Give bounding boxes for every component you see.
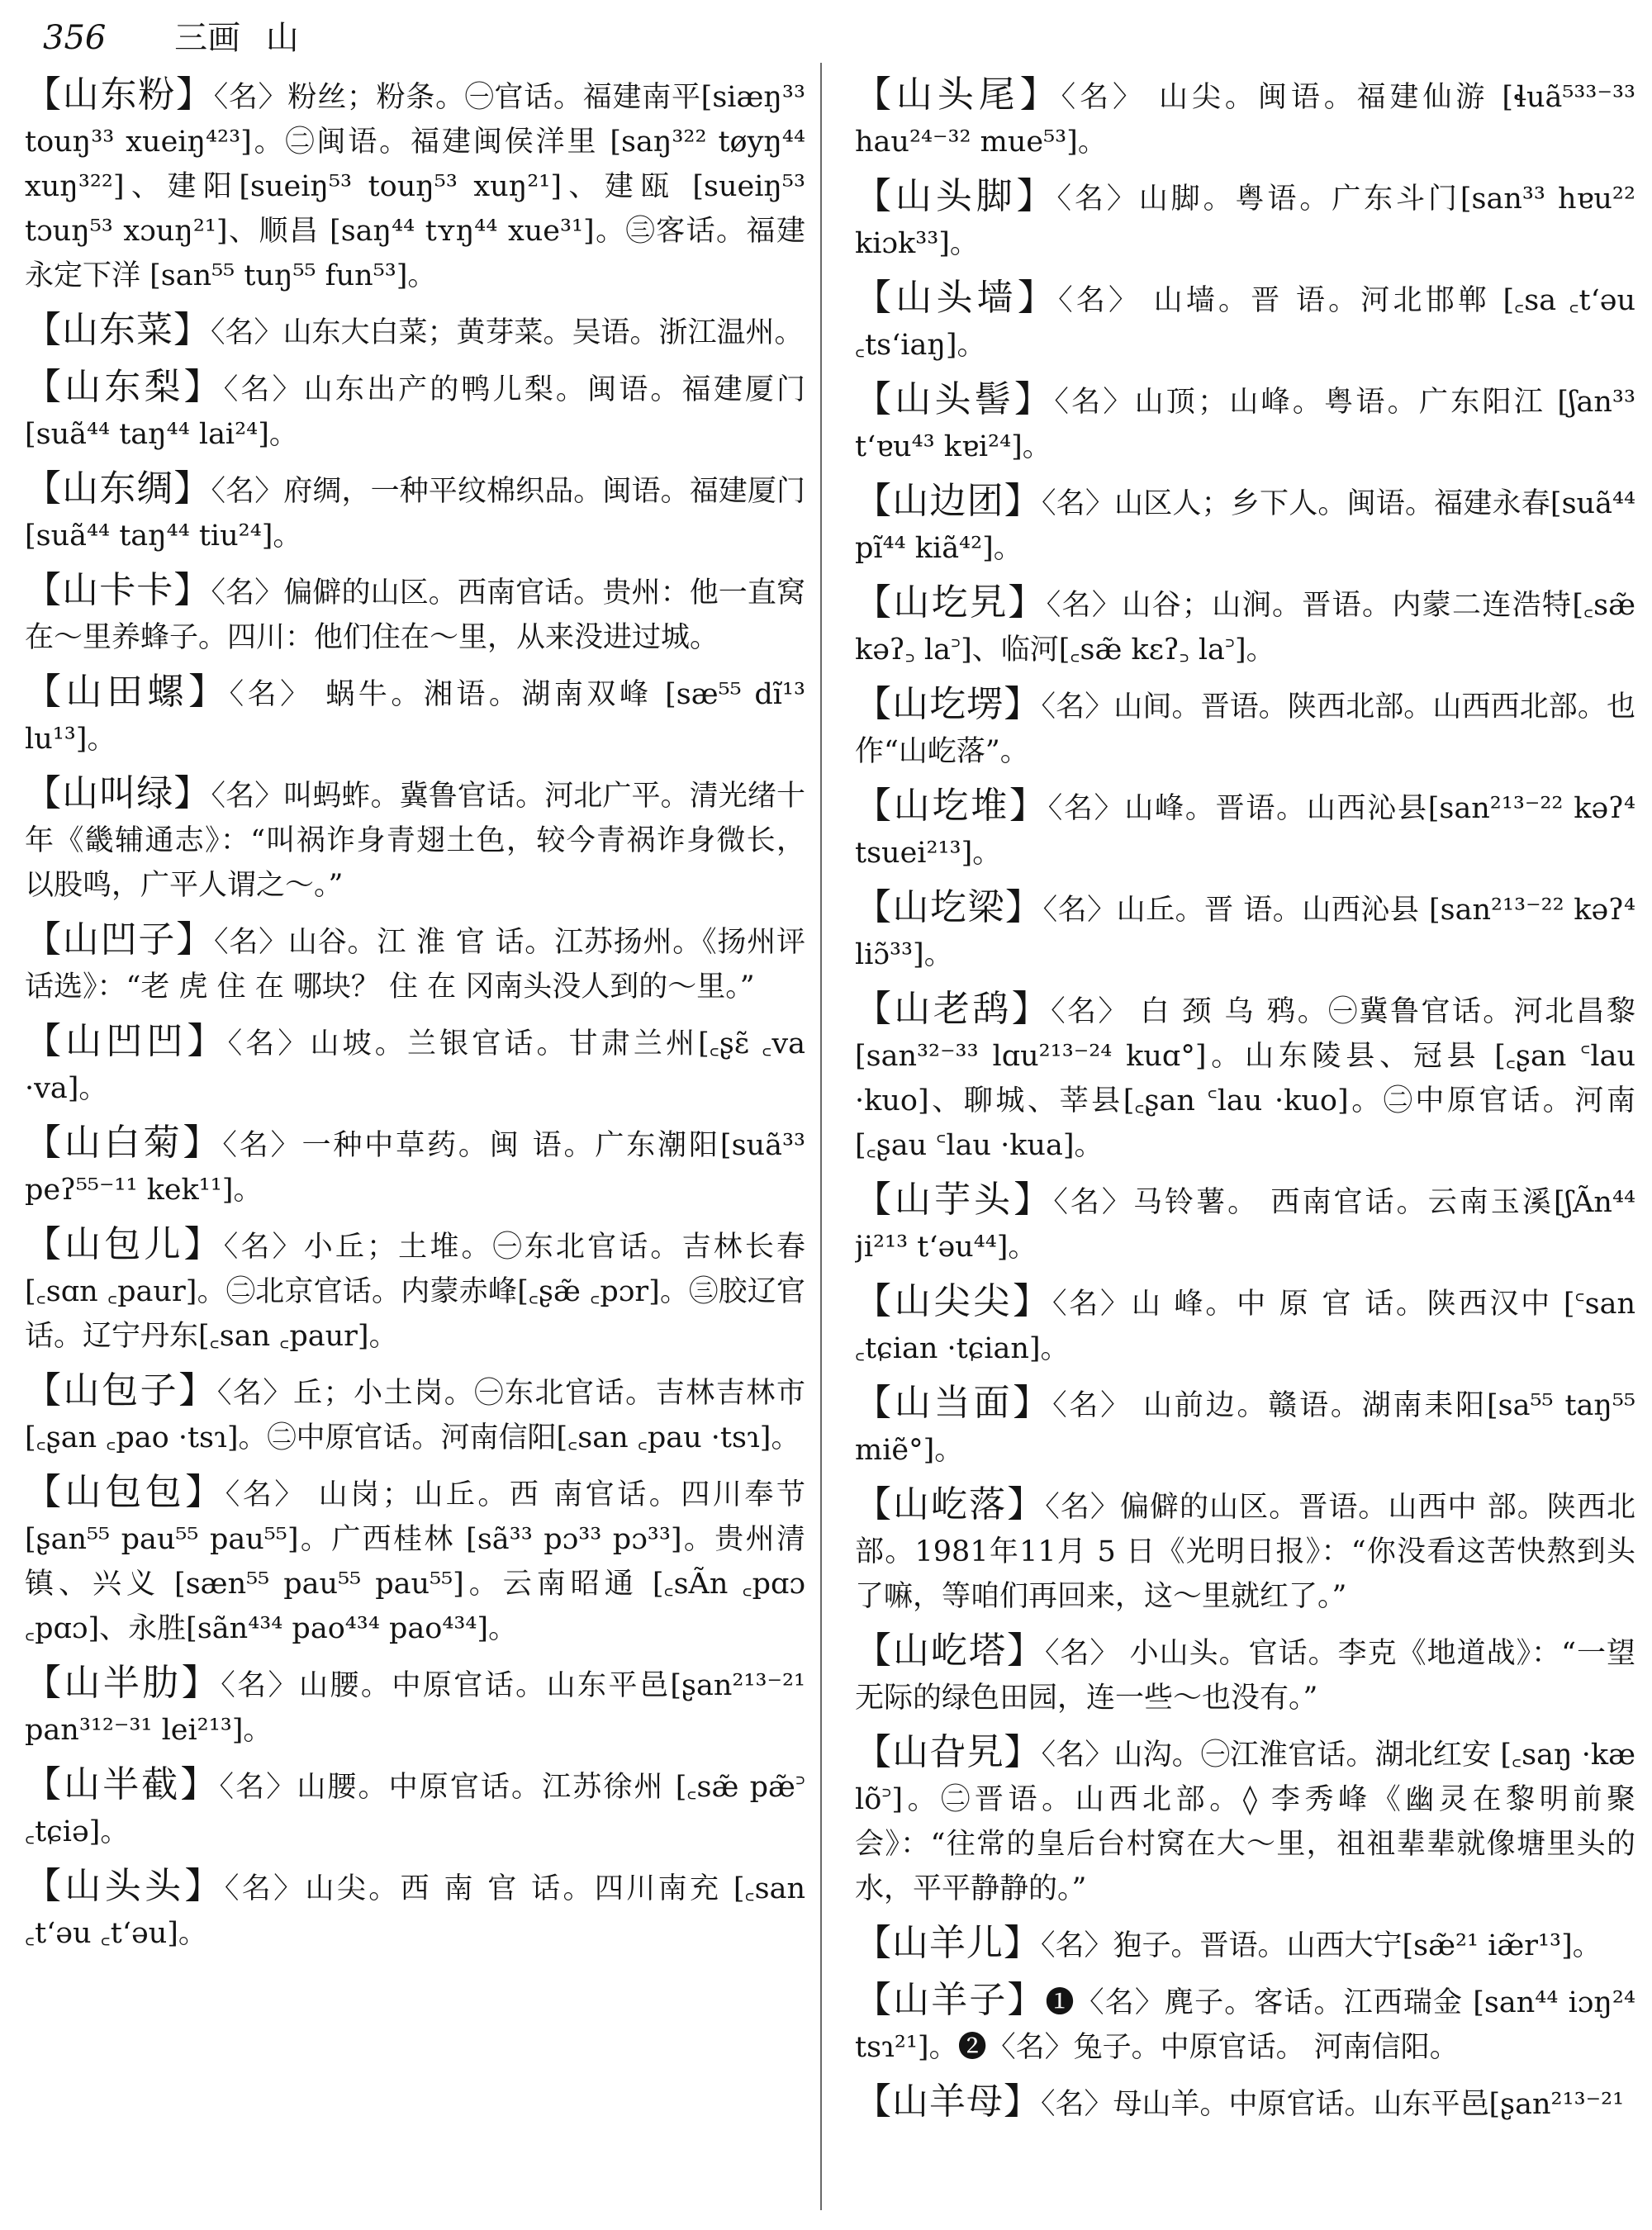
radical: 山 <box>265 19 299 57</box>
entry-headword: 【山东粉】 <box>25 74 214 116</box>
entry-headword: 【山旮旯】 <box>855 1731 1042 1773</box>
entry-headword: 【山凹凹】 <box>25 1020 228 1062</box>
entry-definition: 〈名〉山顶；山峰。粤语。广东阳江 [ʃan³³ t‘ɐu⁴³ kɐi²⁴]。 <box>855 386 1635 463</box>
entry-headword: 【山圪堆】 <box>855 785 1048 827</box>
dictionary-entry <box>25 1222 805 1359</box>
entry-definition: 〈名〉 山尖。闽语。福建仙游 [ɬuã⁵³³⁻³³ hau²⁴⁻³² mue⁵³]。 <box>855 81 1635 159</box>
entry-definition: 〈名〉山 峰。中 原 官 话。陕西汉中 [꜂san ꜀tɕian ·tɕian]。 <box>855 1288 1635 1365</box>
dictionary-entry <box>25 467 805 558</box>
entry-definition: 〈名〉一种中草药。闽 语。广东潮阳[suã³³ peʔ⁵⁵⁻¹¹ kek¹¹]。 <box>25 1129 805 1207</box>
entry-headword: 【山羊子】 <box>855 1979 1046 2021</box>
dictionary-entry <box>855 73 1635 164</box>
entry-headword: 【山半截】 <box>25 1763 220 1805</box>
dictionary-entry <box>25 1369 805 1460</box>
entry-definition: 〈名〉山坡。兰银官话。甘肃兰州[꜀ʂɛ̃ ꜀va ·va]。 <box>25 1027 805 1105</box>
entry-headword: 【山半肋】 <box>25 1662 221 1704</box>
entry-definition: 〈名〉山区人；乡下人。闽语。福建永春[suã⁴⁴ pĩ⁴⁴ kiã⁴²]。 <box>855 487 1635 565</box>
entry-headword: 【山东绸】 <box>25 467 211 510</box>
dictionary-entry <box>855 581 1635 672</box>
dictionary-entry <box>855 174 1635 266</box>
entry-definition: 〈名〉山谷。江 淮 官 话。江苏扬州。《扬州评话选》：“老 虎 住 在 哪块？ 住 在 冈南头没人到的～里。” <box>25 926 805 1004</box>
dictionary-entry <box>25 771 805 908</box>
dictionary-entry <box>855 2080 1635 2127</box>
page-number: 356 <box>43 19 107 57</box>
dictionary-entry <box>25 365 805 457</box>
entry-headword: 【山屹落】 <box>855 1483 1046 1525</box>
entry-headword: 【山东梨】 <box>25 366 224 408</box>
dictionary-entry <box>25 670 805 762</box>
dictionary-entry <box>25 1763 805 1854</box>
entry-headword: 【山包包】 <box>25 1471 225 1513</box>
entry-headword: 【山羊母】 <box>855 2081 1041 2123</box>
entry-headword: 【山卡卡】 <box>25 569 211 611</box>
entry-definition: 〈名〉 蜗牛。湘语。湖南双峰 [sæ⁵⁵ dĩ¹³ lu¹³]。 <box>25 678 805 756</box>
entry-definition: 〈名〉 山前边。赣语。湖南耒阳[sa⁵⁵ taŋ⁵⁵ miẽ°]。 <box>855 1389 1635 1467</box>
entry-headword: 【山当面】 <box>855 1382 1053 1424</box>
left-column <box>25 73 805 2224</box>
entry-definition: 〈名〉山谷；山涧。晋语。内蒙二连浩特[꜀sæ̃ kəʔ꜆ la꜄]、临河[꜀sæ̃ kɛʔ꜆ la꜄]。 <box>855 589 1635 667</box>
entry-definition: 〈名〉丘；小土岗。㊀东北官话。吉林吉林市 [꜀ʂan ꜀pao ·tsɿ]。㊁中原官话。河南信阳[꜀san ꜀pau ·tsɿ]。 <box>25 1377 805 1454</box>
entry-definition: 〈名〉 山岗；山丘。西 南官话。四川奉节 [ʂan⁵⁵ pau⁵⁵ pau⁵⁵]。广西桂林 [sã³³ pɔ³³ pɔ³³]。贵州清镇、兴义 [sæn⁵⁵ pau⁵⁵ pau⁵⁵]。云南昭通 [꜀sÃn ꜀pɑɔ ꜀pɑɔ]、永胜[sãn⁴³⁴ pao⁴³⁴ pao⁴³⁴]。 <box>25 1478 805 1645</box>
dictionary-entry <box>25 1661 805 1753</box>
dictionary-entry <box>855 885 1635 977</box>
dictionary-entry <box>855 479 1635 571</box>
column-divider <box>820 63 822 2210</box>
dictionary-entry <box>25 918 805 1009</box>
entry-headword: 【山圪旯】 <box>855 581 1047 624</box>
dictionary-entry <box>855 276 1635 368</box>
entry-headword: 【山芋头】 <box>855 1179 1054 1221</box>
dictionary-entry <box>855 1178 1635 1269</box>
dictionary-entry <box>25 1019 805 1111</box>
entry-definition: 〈名〉叫蚂蚱。冀鲁官话。河北广平。清光绪十年《畿辅通志》：“叫祸诈身青翅土色，较今青祸诈身微长，以股鸣，广平人谓之～。” <box>25 780 805 902</box>
entry-definition: ❶〈名〉麂子。客话。江西瑞金 [san⁴⁴ iɔŋ²⁴ tsɿ²¹]。❷〈名〉兔子。中原官话。 河南信阳。 <box>855 1986 1635 2064</box>
dictionary-entry <box>855 1381 1635 1473</box>
entry-headword: 【山头尾】 <box>855 74 1061 116</box>
dictionary-entry <box>855 1279 1635 1371</box>
dictionary-entry <box>855 377 1635 469</box>
entry-definition: 〈名〉山东大白菜；黄芽菜。吴语。浙江温州。 <box>211 316 804 349</box>
entry-definition: 〈名〉母山羊。中原官话。山东平邑[ʂan²¹³⁻²¹ <box>1041 2088 1625 2121</box>
entry-headword: 【山头髻】 <box>855 378 1055 420</box>
entry-headword: 【山边团】 <box>855 480 1042 522</box>
entry-definition: 〈名〉山沟。㊀江淮官话。湖北红安 [꜀saŋ ·kæ lõ꜄]。㊁晋语。山西北部。◊ 李秀峰《幽灵在黎明前聚会》：“往常的皇后台村窝在大～里，祖祖辈辈就像塘里头的水，平平静静的。” <box>855 1739 1635 1905</box>
entry-headword: 【山羊儿】 <box>855 1922 1041 1964</box>
dictionary-entry <box>25 1864 805 1956</box>
entry-definition: 〈名〉狍子。晋语。山西大宁[sæ̃²¹ iæ̃r¹³]。 <box>1041 1929 1602 1962</box>
entry-definition: 〈名〉山腰。中原官话。江苏徐州 [꜀sæ̃ pæ̃꜄ ꜀tɕiə]。 <box>25 1771 805 1848</box>
dictionary-entry <box>25 73 805 298</box>
dictionary-entry <box>25 1470 805 1651</box>
entry-definition: 〈名〉粉丝；粉条。㊀官话。福建南平[siæŋ³³ touŋ³³ xueiŋ⁴²³]。㊁闽语。福建闽侯洋里 [saŋ³²² tøyŋ⁴⁴ xuŋ³²²]、建阳[sueiŋ⁵³ touŋ⁵³ xuŋ²¹]、建瓯 [sueiŋ⁵³ tɔuŋ⁵³ xɔuŋ²¹]、顺昌 [saŋ⁴⁴ tʏŋ⁴⁴ xue³¹]。㊂客话。福建永定下洋 [san⁵⁵ tuŋ⁵⁵ fun⁵³]。 <box>25 81 805 292</box>
dictionary-entry <box>855 784 1635 875</box>
entry-definition: 〈名〉 白 颈 乌 鸦。㊀冀鲁官话。河北昌黎 [san³²⁻³³ lɑu²¹³⁻²⁴ kuɑ°]。山东陵县、冠县 [꜀ʂan ꜂lau ·kuo]、聊城、莘县[꜀ʂan ꜂lau ·kuo]。㊁中原官话。河南[꜀ʂau ꜂lau ·kua]。 <box>855 995 1635 1162</box>
entry-headword: 【山叫绿】 <box>25 772 211 814</box>
dictionary-entry <box>25 1121 805 1212</box>
entry-definition: 〈名〉偏僻的山区。西南官话。贵州：他一直窝在～里养蜂子。四川：他们住在～里，从来没进过城。 <box>25 576 805 654</box>
entry-headword: 【山凹子】 <box>25 918 215 961</box>
dictionary-entry <box>25 568 805 660</box>
entry-headword: 【山头头】 <box>25 1865 225 1907</box>
dictionary-entry <box>855 987 1635 1168</box>
entry-headword: 【山圪塄】 <box>855 683 1042 725</box>
entry-definition: 〈名〉小丘；土堆。㊀东北官话。吉林长春 [꜀sɑn ꜀paur]。㊁北京官话。内蒙赤峰[꜀ʂæ̃ ꜀pɔr]。㊂胶辽官话。辽宁丹东[꜀san ꜀paur]。 <box>25 1231 805 1353</box>
entry-definition: 〈名〉 山墙。晋 语。河北邯郸 [꜀sa ꜀t‘əu ꜀ts‘iaŋ]。 <box>855 284 1635 362</box>
entry-definition: 〈名〉山脚。粤语。广东斗门[san³³ hɐu²² kiɔk³³]。 <box>855 183 1635 260</box>
dictionary-entry <box>25 308 805 355</box>
entry-definition: 〈名〉山尖。西 南 官 话。四川南充 [꜀san ꜀t‘əu ꜀t‘əu]。 <box>25 1872 805 1950</box>
page-header <box>43 15 1612 61</box>
entry-definition: 〈名〉山丘。晋 语。山西沁县 [san²¹³⁻²² kəʔ⁴ liɔ̃³³]。 <box>855 894 1635 971</box>
dictionary-entry <box>855 1978 1635 2070</box>
stroke-count: 三画 <box>174 19 241 57</box>
dictionary-entry <box>855 1629 1635 1720</box>
entry-headword: 【山田螺】 <box>25 671 230 713</box>
entry-definition: 〈名〉马铃薯。 西南官话。云南玉溪[ʃÃn⁴⁴ ji²¹³ t‘əu⁴⁴]。 <box>855 1186 1635 1264</box>
entry-headword: 【山包子】 <box>25 1369 217 1412</box>
entry-definition: 〈名〉偏僻的山区。晋语。山西中 部。陕西北部。1981年11月 5 日《光明日报》：“你没看这苦快熬到头了嘛，等咱们再回来，这～里就红了。” <box>855 1491 1635 1613</box>
dictionary-entry <box>855 1483 1635 1619</box>
entry-headword: 【山尖尖】 <box>855 1280 1052 1322</box>
entry-definition: 〈名〉山东出产的鸭儿梨。闽语。福建厦门[suã⁴⁴ taŋ⁴⁴ lai²⁴]。 <box>25 373 805 451</box>
right-column <box>855 73 1635 2224</box>
entry-headword: 【山圪梁】 <box>855 886 1043 928</box>
entry-headword: 【山头墙】 <box>855 277 1059 319</box>
entry-headword: 【山老鸹】 <box>855 988 1051 1030</box>
entry-headword: 【山屹塔】 <box>855 1630 1045 1672</box>
entry-headword: 【山东菜】 <box>25 309 211 351</box>
dictionary-entry <box>855 1921 1635 1968</box>
entry-definition: 〈名〉山间。晋语。陕西北部。山西西北部。也作“山屹落”。 <box>855 690 1635 768</box>
entry-definition: 〈名〉 小山头。官话。李克《地道战》：“一望无际的绿色田园，连一些～也没有。” <box>855 1637 1635 1715</box>
entry-definition: 〈名〉山峰。晋语。山西沁县[san²¹³⁻²² kəʔ⁴ tsuei²¹³]。 <box>855 792 1635 870</box>
dictionary-entry <box>855 682 1635 774</box>
dictionary-entry <box>855 1730 1635 1911</box>
entry-headword: 【山头脚】 <box>855 175 1057 217</box>
entry-headword: 【山白菊】 <box>25 1122 223 1164</box>
entry-definition: 〈名〉山腰。中原官话。山东平邑[ʂan²¹³⁻²¹ pan³¹²⁻³¹ lei²¹³]。 <box>25 1669 805 1747</box>
entry-definition: 〈名〉府绸，一种平纹棉织品。闽语。福建厦门[suã⁴⁴ taŋ⁴⁴ tiu²⁴]。 <box>25 475 805 553</box>
entry-headword: 【山包儿】 <box>25 1223 224 1265</box>
